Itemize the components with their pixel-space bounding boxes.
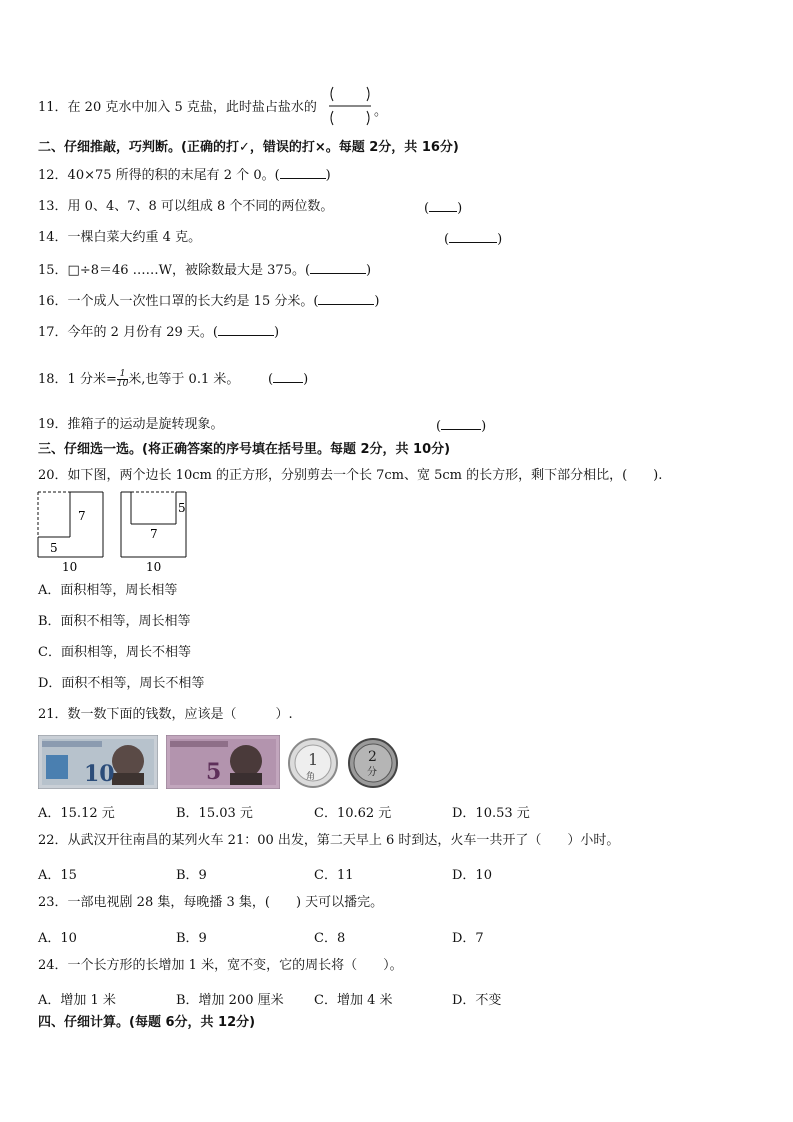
section-2-title: 二、仔细推敲，巧判断。(正确的打✓，错误的打×。每题 2分，共 16分)	[38, 140, 459, 155]
answer-blank[interactable]	[310, 261, 366, 274]
paren-close: )	[374, 294, 380, 309]
question-12-text: 12．40×75 所得的积的末尾有 2 个 0。(	[38, 168, 280, 183]
fraction-blank	[327, 84, 373, 130]
option-21-a[interactable]: A．15.12 元	[38, 806, 115, 821]
question-15	[38, 261, 371, 279]
paren-open: (	[444, 232, 450, 247]
paren-open: (	[436, 419, 442, 434]
question-21: 21．数一数下面的钱数，应该是（ ）.	[38, 707, 293, 722]
square-figures	[36, 490, 196, 576]
coin-1-unit: 角	[306, 772, 316, 782]
question-18-prefix: 18．1 分米=	[38, 372, 117, 387]
paren-close: )	[481, 419, 487, 434]
coin-1-value: 1	[308, 750, 319, 769]
option-21-c[interactable]: C．10.62 元	[314, 806, 392, 821]
option-23-d[interactable]: D．7	[452, 931, 484, 946]
five-yuan-note-image	[166, 735, 280, 789]
option-20-b[interactable]: B．面积不相等，周长相等	[38, 614, 191, 629]
answer-blank[interactable]	[449, 230, 497, 243]
question-14-answer[interactable]	[444, 230, 502, 247]
figure-1	[38, 492, 103, 574]
question-23: 23．一部电视剧 28 集，每晚播 3 集，( ) 天可以播完。	[38, 895, 384, 910]
fig2-label-inner: 7	[150, 527, 158, 541]
question-11-end: 。	[374, 104, 388, 119]
option-20-a[interactable]: A．面积相等，周长相等	[38, 583, 178, 598]
option-24-b[interactable]: B．增加 200 厘米	[176, 993, 284, 1008]
paren-open: (	[268, 372, 274, 387]
denominator: 10	[116, 379, 129, 389]
fraction-one-tenth	[117, 370, 128, 389]
question-14-text: 14．一棵白菜大约重 4 克。	[38, 230, 202, 245]
section-4-title: 四、仔细计算。(每题 6分，共 12分)	[38, 1015, 256, 1030]
one-jiao-coin-image	[286, 737, 340, 789]
question-14	[38, 230, 201, 246]
question-18-suffix: 米,也等于 0.1 米。	[128, 372, 240, 387]
question-17	[38, 323, 279, 341]
note-5-value: 5	[206, 759, 222, 785]
answer-blank[interactable]	[280, 166, 326, 179]
question-22: 22．从武汉开往南昌的某列火车 21：00 出发，第二天早上 6 时到达，火车一共开了（ ）小时。	[38, 833, 620, 848]
question-19	[38, 417, 224, 433]
answer-fraction[interactable]	[327, 84, 373, 134]
answer-blank[interactable]	[273, 370, 303, 383]
question-16	[38, 292, 380, 310]
question-17-text: 17．今年的 2 月份有 29 天。(	[38, 325, 218, 340]
coin-2-unit: 分	[367, 767, 377, 778]
option-21-b[interactable]: B．15.03 元	[176, 806, 253, 821]
fig1-label-inner: 5	[50, 541, 58, 555]
option-24-c[interactable]: C．增加 4 米	[314, 993, 393, 1008]
question-18	[38, 370, 239, 389]
answer-blank[interactable]	[218, 323, 274, 336]
fig1-label-side: 7	[78, 509, 86, 523]
option-20-d[interactable]: D．面积不相等，周长不相等	[38, 676, 205, 691]
question-15-text: 15．□÷8＝46 ……W，被除数最大是 375。(	[38, 263, 311, 278]
fig2-label-side: 5	[178, 501, 186, 515]
paren-close: )	[457, 201, 463, 216]
option-22-b[interactable]: B．9	[176, 868, 207, 883]
question-12	[38, 166, 331, 184]
question-24: 24．一个长方形的长增加 1 米，宽不变，它的周长将（ ）。	[38, 958, 403, 973]
figure-2	[121, 492, 186, 574]
question-13-answer[interactable]	[424, 199, 462, 216]
question-19-text: 19．推箱子的运动是旋转现象。	[38, 417, 224, 432]
question-13-text: 13．用 0、4、7、8 可以组成 8 个不同的两位数。	[38, 199, 334, 214]
option-22-d[interactable]: D．10	[452, 868, 492, 883]
question-11	[38, 100, 317, 116]
question-11-text: 11．在 20 克水中加入 5 克盐，此时盐占盐水的	[38, 100, 317, 115]
option-24-a[interactable]: A．增加 1 米	[38, 993, 116, 1008]
question-13	[38, 199, 333, 215]
paren-close: )	[303, 372, 309, 387]
option-23-b[interactable]: B．9	[176, 931, 207, 946]
question-16-text: 16．一个成人一次性口罩的长大约是 15 分米。(	[38, 294, 319, 309]
section-3-title: 三、仔细选一选。(将正确答案的序号填在括号里。每题 2分，共 10分)	[38, 442, 451, 457]
option-21-d[interactable]: D．10.53 元	[452, 806, 530, 821]
coin-2-value: 2	[368, 749, 377, 765]
question-18-answer[interactable]	[268, 370, 308, 387]
note-10-value: 10	[84, 761, 115, 787]
ten-yuan-note-image	[38, 735, 158, 789]
question-19-answer[interactable]	[436, 417, 486, 434]
option-23-a[interactable]: A．10	[38, 931, 77, 946]
paren-close: )	[325, 168, 331, 183]
option-24-d[interactable]: D．不变	[452, 993, 502, 1008]
option-23-c[interactable]: C．8	[314, 931, 346, 946]
answer-blank[interactable]	[441, 417, 481, 430]
paren-open: (	[424, 201, 430, 216]
option-22-c[interactable]: C．11	[314, 868, 354, 883]
option-20-c[interactable]: C．面积相等，周长不相等	[38, 645, 191, 660]
option-22-a[interactable]: A．15	[38, 868, 77, 883]
paren-close: )	[366, 263, 372, 278]
fig2-label-base: 10	[146, 560, 162, 574]
two-fen-coin-image	[346, 737, 400, 789]
fig1-label-base: 10	[62, 560, 78, 574]
numerator: 1	[117, 370, 128, 380]
paren-close: )	[497, 232, 503, 247]
paren-close: )	[273, 325, 280, 340]
answer-blank[interactable]	[318, 292, 374, 305]
answer-blank[interactable]	[429, 199, 457, 212]
question-20: 20．如下图，两个边长 10cm 的正方形，分别剪去一个长 7cm、宽 5cm 的长方形，剩下部分相比，( ).	[38, 468, 663, 483]
